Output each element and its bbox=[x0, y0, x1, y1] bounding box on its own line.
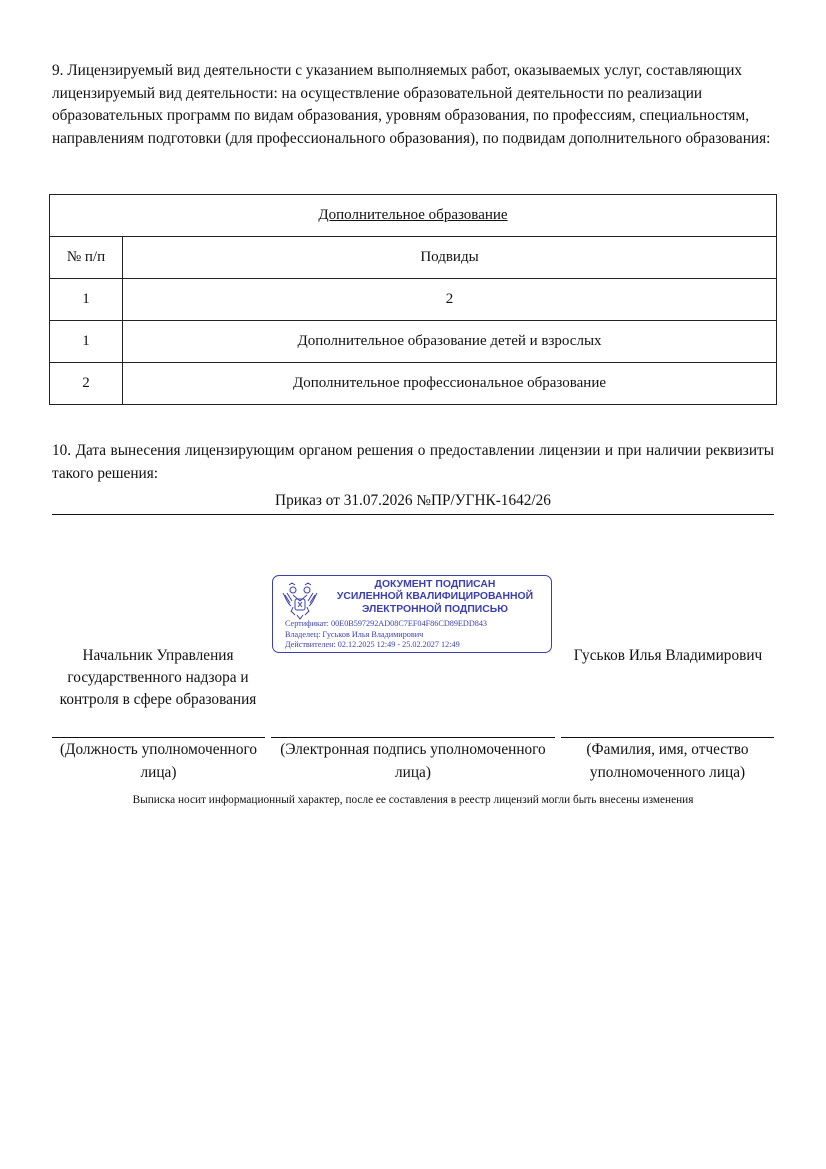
stamp-headline bbox=[319, 579, 551, 616]
stamp-details bbox=[285, 619, 549, 651]
position-caption: (Должность уполномоченного лица) bbox=[59, 741, 258, 781]
stamp-validity: Действителен: 02.12.2025 12:49 - 25.02.2027 12:49 bbox=[285, 640, 460, 650]
row-subtype: Дополнительное образование детей и взрослых bbox=[123, 321, 777, 363]
order-reference: Приказ от 31.07.2026 №ПР/УГНК-1642/26 bbox=[52, 490, 774, 515]
header-subtypes: Подвиды bbox=[123, 237, 777, 279]
stamp-certificate: Сертификат: 00E0B597292AD08C7EF04F86CD89EDD843 bbox=[285, 619, 488, 628]
stamp-line-3: ЭЛЕКТРОННОЙ ПОДПИСЬЮ bbox=[362, 603, 508, 615]
table-column-numbers-row bbox=[50, 279, 777, 321]
section-9-text: 9. Лицензируемый вид деятельности с указанием выполняемых работ, оказываемых услуг, составляющих лицензируемый вид деятельности: на осуществление образовательной деятельности по реализации образовательных программ по видам образования, уровням образования, по профессиям, специальностям, направлениям подготовки (для профессионального образования), по подвидам дополнительного образования: bbox=[52, 62, 771, 147]
signer-position: Начальник Управления государственного надзора и контроля в сфере образования bbox=[59, 647, 257, 709]
name-caption: (Фамилия, имя, отчество уполномоченного лица) bbox=[586, 741, 749, 781]
table-header-row bbox=[50, 237, 777, 279]
signature-caption: (Электронная подпись уполномоченного лица) bbox=[280, 741, 546, 781]
column-number-2: 2 bbox=[123, 279, 777, 321]
row-subtype: Дополнительное профессиональное образование bbox=[123, 363, 777, 405]
table-row bbox=[50, 363, 777, 405]
row-number: 1 bbox=[50, 321, 123, 363]
stamp-line-1: ДОКУМЕНТ ПОДПИСАН bbox=[374, 579, 496, 590]
header-number: № п/п bbox=[50, 237, 123, 279]
table-caption: Дополнительное образование bbox=[50, 195, 777, 237]
signer-name: Гуськов Илья Владимирович bbox=[573, 647, 763, 664]
section-10-text: 10. Дата вынесения лицензирующим органом решения о предоставлении лицензии и при наличии реквизиты такого решения: bbox=[52, 442, 774, 482]
footnote: Выписка носит информационный характер, после ее составления в реестр лицензий могли быть внесены изменения bbox=[132, 794, 694, 806]
education-subtypes-table bbox=[49, 194, 777, 405]
table-caption-row bbox=[50, 195, 777, 237]
stamp-owner: Владелец: Гуськов Илья Владимирович bbox=[285, 629, 424, 639]
row-number: 2 bbox=[50, 363, 123, 405]
russian-coat-of-arms-icon bbox=[281, 581, 319, 621]
electronic-signature-stamp bbox=[272, 575, 552, 653]
table-row bbox=[50, 321, 777, 363]
stamp-line-2: УСИЛЕННОЙ КВАЛИФИЦИРОВАННОЙ bbox=[336, 591, 534, 603]
column-number-1: 1 bbox=[50, 279, 123, 321]
